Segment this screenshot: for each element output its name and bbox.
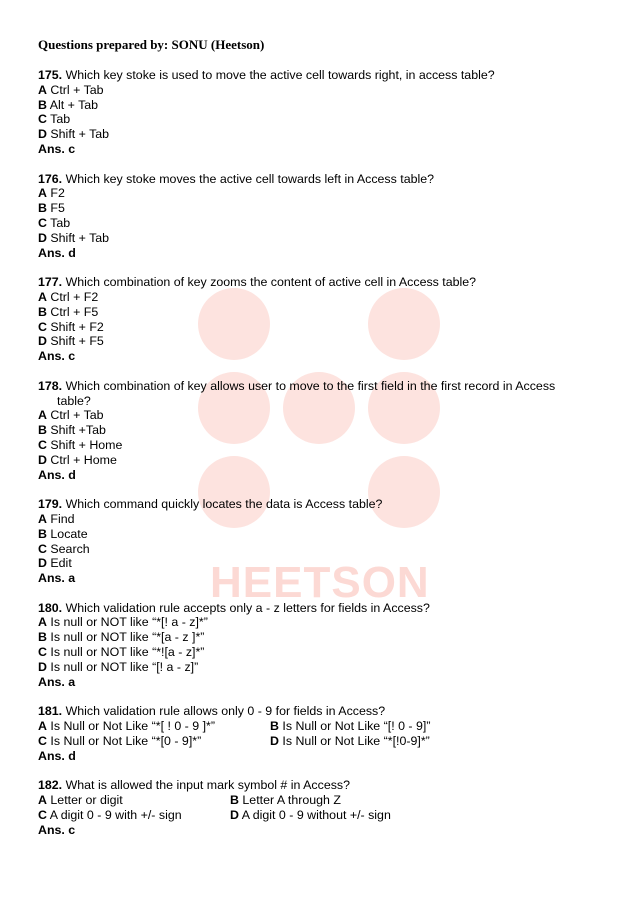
option: A Ctrl + Tab [38,82,104,97]
question-number: 179. [38,497,63,512]
question-block [38,497,598,586]
option: B Is null or NOT like “*[a - z ]*” [38,630,205,645]
answer: Ans. c [38,141,76,156]
option: B Ctrl + F5 [38,304,99,319]
option: A Letter or digit [38,793,123,808]
question-number: 182. [38,778,63,793]
option: C Is null or NOT like “*![a - z]*” [38,645,205,660]
option: B Letter A through Z [230,793,341,808]
option: B Alt + Tab [38,97,99,112]
question-block [38,379,598,483]
option: C Shift + Home [38,437,123,452]
option: B Locate [38,526,88,541]
question-text: 181. Which validation rule allows only 0 - 9 for fields in Access? [38,704,386,719]
option: A Is null or NOT like “*[! a - z]*” [38,615,208,630]
question-block [38,172,598,261]
option: C Is Null or Not Like “*[0 - 9]*” [38,733,202,748]
option: C Search [38,541,90,556]
question-text: 176. Which key stoke moves the active cell towards left in Access table? [38,171,435,186]
answer: Ans. c [38,349,76,364]
option: C Tab [38,215,71,230]
question-block [38,275,598,364]
option: D Shift + Tab [38,230,110,245]
option: D Ctrl + Home [38,452,117,467]
option: B Shift +Tab [38,423,106,438]
question-text: 182. What is allowed the input mark symbol # in Access? [38,778,350,793]
option: A Ctrl + Tab [38,408,104,423]
option: D Is null or NOT like “[! a - z]” [38,659,199,674]
question-block [38,704,598,763]
watermark-text: HEETSON [210,558,430,607]
question-number: 176. [38,171,63,186]
document-body [38,36,598,852]
page-header: Questions prepared by: SONU (Heetson) [38,37,265,52]
answer: Ans. d [38,245,76,260]
option: C A digit 0 - 9 with +/- sign [38,807,182,822]
question-text: 175. Which key stoke is used to move the active cell towards right, in access table? [38,68,495,82]
option: A Ctrl + F2 [38,289,99,304]
option: C Tab [38,112,71,127]
answer: Ans. a [38,571,76,586]
option: A F2 [38,186,65,201]
option: C Shift + F2 [38,319,104,334]
option: A Is Null or Not Like “*[ ! 0 - 9 ]*” [38,719,215,734]
answer: Ans. a [38,674,76,689]
question-text: 179. Which command quickly locates the data is Access table? [38,497,383,512]
question-number: 178. [38,378,63,393]
question-text: 177. Which combination of key zooms the content of active cell in Access table? [38,275,477,290]
answer: Ans. d [38,467,76,482]
question-number: 181. [38,704,63,719]
option: A Find [38,511,75,526]
question-block [38,601,598,690]
option: B F5 [38,201,65,216]
question-text: 180. Which validation rule accepts only a - z letters for fields in Access? [38,600,430,615]
question-number: 175. [38,68,63,82]
question-number: 180. [38,600,63,615]
option: D A digit 0 - 9 without +/- sign [230,807,391,822]
option: D Is Null or Not Like “*[!0-9]*” [270,733,430,748]
question-block [38,68,598,157]
question-block [38,778,598,837]
option: D Shift + F5 [38,334,104,349]
answer: Ans. d [38,748,76,763]
option: D Shift + Tab [38,127,110,142]
option: D Edit [38,556,72,571]
answer: Ans. c [38,822,76,837]
option: B Is Null or Not Like “[! 0 - 9]” [270,719,431,734]
question-text: 178. Which combination of key allows user to move to the first field in the first record in Access table? [38,378,556,408]
question-number: 177. [38,275,63,290]
